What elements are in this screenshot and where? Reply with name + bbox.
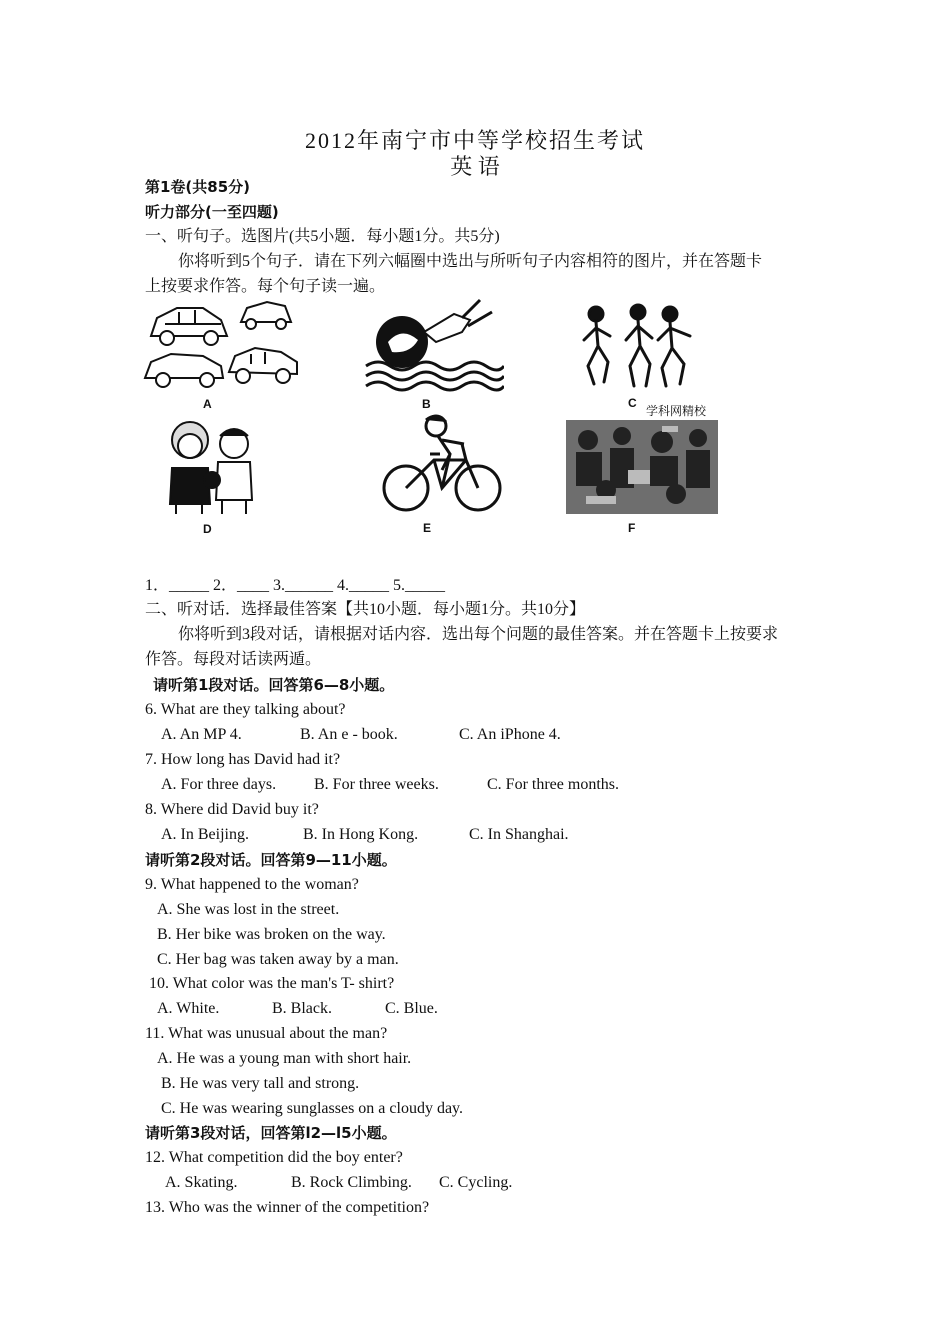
q7-option-a: A. For three days. xyxy=(161,776,277,793)
q8-option-b: B. In Hong Kong. xyxy=(303,826,419,843)
q10-option-b: B. Black. xyxy=(272,1000,332,1017)
section1-heading: 一、听句子。选图片(共5小题．每小题1分。共5分) xyxy=(145,228,500,245)
cyclist-icon xyxy=(380,414,504,514)
section1-instruction-line1: 你将听到5个句子．请在下列六幅圈中选出与所听句子内容相符的图片，并在答题卡 xyxy=(178,253,763,270)
q12-option-a: A. Skating. xyxy=(165,1174,238,1191)
q12-option-c: C. Cycling. xyxy=(439,1174,513,1191)
picture-b-label: B xyxy=(422,397,431,411)
q11-option-b: B. He was very tall and strong. xyxy=(161,1075,360,1092)
q12-option-b: B. Rock Climbing. xyxy=(291,1174,412,1191)
q6-option-a: A. An MP 4. xyxy=(161,726,242,743)
question-13: 13. Who was the winner of the competition? xyxy=(145,1199,430,1216)
q6-option-b: B. An e - book. xyxy=(300,726,398,743)
q6-option-c: C. An iPhone 4. xyxy=(459,726,561,743)
dialog2-heading: 请听第2段对话。回答第9—11小题。 xyxy=(145,851,397,869)
q8-option-a: A. In Beijing. xyxy=(161,826,249,843)
q11-option-a: A. He was a young man with short hair. xyxy=(157,1050,412,1067)
q8-option-c: C. In Shanghai. xyxy=(469,826,569,843)
question-9: 9. What happened to the woman? xyxy=(145,876,359,893)
question-8: 8. Where did David buy it? xyxy=(145,801,319,818)
section2-instruction-line2: 作答。每段对话读两遁。 xyxy=(145,651,322,668)
exam-subject: 英 语 xyxy=(450,154,500,179)
picture-e-label: E xyxy=(423,521,432,535)
volume-heading: 第1卷(共85分) xyxy=(145,178,251,196)
picture-c-label: C xyxy=(628,396,637,410)
question-12: 12. What competition did the boy enter? xyxy=(145,1149,403,1166)
watermark: 学科网精校 xyxy=(646,404,707,418)
swimmer-icon xyxy=(358,296,504,392)
runners-icon xyxy=(580,300,698,392)
q10-option-c: C. Blue. xyxy=(385,1000,438,1017)
picture-a-label: A xyxy=(203,397,212,411)
couple-icon xyxy=(162,418,262,518)
question-10: 10. What color was the man's T- shirt? xyxy=(149,975,395,992)
q10-option-a: A. White. xyxy=(157,1000,220,1017)
question-11: 11. What was unusual about the man? xyxy=(145,1025,388,1042)
dialog1-heading: 请听第1段对话。回答第6—8小题。 xyxy=(153,676,395,694)
cars-icon xyxy=(143,296,303,392)
answer-blanks: 1．_____ 2．____ 3.______ 4._____ 5._____ xyxy=(145,577,446,594)
question-7: 7. How long has David had it? xyxy=(145,751,341,768)
picture-f-label: F xyxy=(628,521,636,535)
q11-option-c: C. He was wearing sunglasses on a cloudy day. xyxy=(161,1100,464,1117)
part-heading: 听力部分(一至四题) xyxy=(145,203,279,221)
q9-option-b: B. Her bike was broken on the way. xyxy=(157,926,386,943)
picture-d-label: D xyxy=(203,522,212,536)
q7-option-b: B. For three weeks. xyxy=(314,776,439,793)
question-6: 6. What are they talking about? xyxy=(145,701,346,718)
section1-instruction-line2: 上按要求作答。每个句子读一遍。 xyxy=(145,278,386,295)
exam-title: 2012年南宁市中等学校招生考试 xyxy=(304,128,645,153)
q9-option-a: A. She was lost in the street. xyxy=(157,901,340,918)
section2-heading: 二、听对话．选择最佳答案【共10小题．每小题1分。共10分】 xyxy=(145,601,586,618)
q7-option-c: C. For three months. xyxy=(487,776,619,793)
crowd-photo-icon xyxy=(566,420,718,514)
section2-instruction-line1: 你将听到3段对话，请根据对话内容．选出每个问题的最佳答案。并在答题卡上按要求 xyxy=(178,626,779,643)
q9-option-c: C. Her bag was taken away by a man. xyxy=(157,951,399,968)
dialog3-heading: 请听第3段对话，回答第l2—l5小题。 xyxy=(145,1124,397,1142)
